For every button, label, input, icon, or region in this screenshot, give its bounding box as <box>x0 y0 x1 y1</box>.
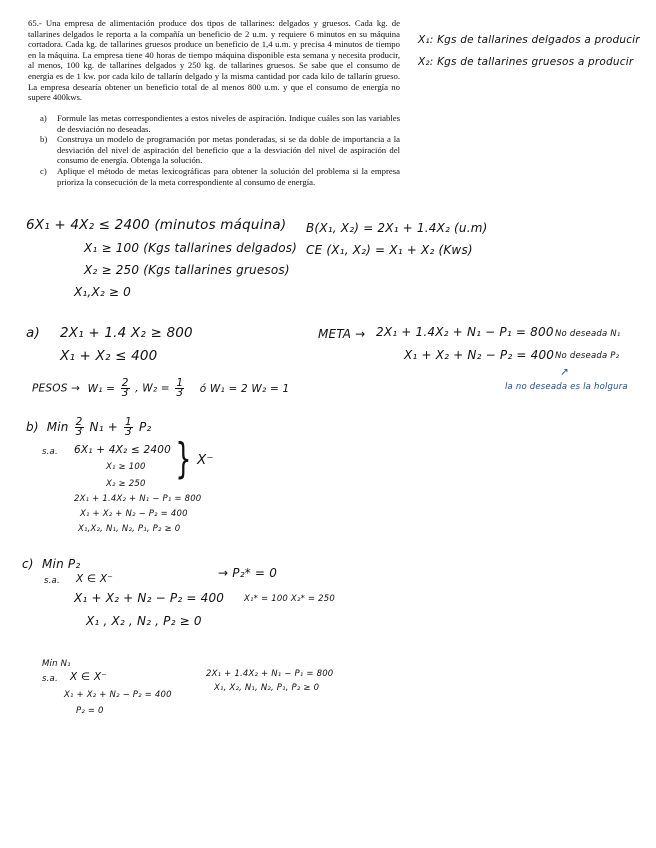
model-constraint-thin: X₁ ≥ 100 (Kgs tallarines delgados) <box>84 241 298 255</box>
f1-fraction <box>75 418 84 437</box>
part-c-goal-energy: X₁ + X₂ + N₂ − P₂ = 400 <box>74 591 225 605</box>
part-c2-p2: P₂ = 0 <box>76 706 104 716</box>
part-c-solution: X₁* = 100 X₂* = 250 <box>244 594 335 604</box>
task-text: Construya un modelo de programación por metas ponderadas, si se da doble de importancia a la desviación del nivel de aspiración del beneficio que a la desviación del nivel de aspiración del consumo de energía. Obtenga la solución. <box>57 134 400 166</box>
pesos-label <box>32 379 289 398</box>
task-label: b) <box>40 134 48 145</box>
part-a-goal-benefit: 2X₁ + 1.4 X₂ ≥ 800 <box>60 325 193 341</box>
part-c-sa: s.a. <box>44 576 60 586</box>
energy-function: CE (X₁, X₂) = X₁ + X₂ (Kws) <box>306 243 473 257</box>
part-b-constraint-time: 6X₁ + 4X₂ ≤ 2400 <box>74 444 172 456</box>
w1-denominator: 3 <box>121 387 129 399</box>
note-var-x1: X₁: Kgs de tallarines delgados a producir <box>418 34 640 46</box>
w1-fraction <box>121 379 130 398</box>
f2-denominator: 3 <box>125 426 132 438</box>
w1-prefix: W₁ = <box>87 382 116 395</box>
task-text: Aplique el método de metas lexicográficas para obtener la solución del problema si la empresa prioriza la consecución de la meta correspondiente al consumo de energía. <box>57 165 400 187</box>
task-text: Formule las metas correspondientes a estos niveles de aspiración. Indique cuáles son las variables de desviación no deseadas. <box>57 113 400 134</box>
model-constraint-time: 6X₁ + 4X₂ ≤ 2400 (minutos máquina) <box>26 217 287 233</box>
w2-denominator: 3 <box>176 387 184 399</box>
task-item <box>40 113 400 134</box>
task-label: a) <box>40 113 47 123</box>
model-nonnegativity: X₁,X₂ ≥ 0 <box>74 285 131 299</box>
brace-icon: } <box>175 434 192 483</box>
w2-prefix: , W₂ = <box>135 382 170 395</box>
part-b-constraint-thin: X₁ ≥ 100 <box>106 462 146 472</box>
part-c2-goal-energy: X₁ + X₂ + N₂ − P₂ = 400 <box>64 690 172 700</box>
part-a-label: a) <box>26 325 40 341</box>
problem-statement <box>28 18 400 103</box>
task-item <box>40 166 400 187</box>
meta-goal-energy: X₁ + X₂ + N₂ − P₂ = 400 <box>404 348 555 362</box>
part-c-nonnegativity: X₁ , X₂ , N₂ , P₂ ≥ 0 <box>86 614 202 628</box>
task-label: c) <box>40 165 47 176</box>
f1-denominator: 3 <box>75 426 83 438</box>
task-item <box>40 134 400 166</box>
task-list <box>40 113 400 187</box>
part-c2-nonnegativity: X₁, X₂, N₁, N₂, P₁, P₂ ≥ 0 <box>214 683 320 693</box>
part-c2-min: Min N₁ <box>42 659 71 669</box>
part-b-goal-energy: X₁ + X₂ + N₂ − P₂ = 400 <box>80 509 188 519</box>
benefit-function: B(X₁, X₂) = 2X₁ + 1.4X₂ (u.m) <box>306 221 488 235</box>
part-b-feasible-set: X⁻ <box>197 452 214 468</box>
part-c2-goal-benefit: 2X₁ + 1.4X₂ + N₁ − P₁ = 800 <box>206 669 334 679</box>
note-var-x2: X₂: Kgs de tallarines gruesos a producir <box>418 56 634 68</box>
part-c-set: X ∈ X⁻ <box>76 573 113 585</box>
part-c-label: c) <box>22 557 34 571</box>
meta-goal-benefit: 2X₁ + 1.4X₂ + N₁ − P₁ = 800 <box>376 325 554 339</box>
f2-variable: P₂ <box>138 420 152 434</box>
part-b-nonnegativity: X₁,X₂, N₁, N₂, P₁, P₂ ≥ 0 <box>78 524 181 534</box>
part-c-min: Min P₂ <box>42 557 81 571</box>
f2-fraction <box>124 418 133 437</box>
min-word: Min <box>46 420 69 434</box>
w1-numerator: 2 <box>121 377 129 389</box>
undesired-n1: No deseada N₁ <box>555 329 621 339</box>
slack-note: la no deseada es la holgura <box>505 382 628 392</box>
undesired-p2: No deseada P₂ <box>555 351 620 361</box>
part-b-sa: s.a. <box>42 447 58 457</box>
part-c2-sa: s.a. <box>42 674 58 684</box>
f2-numerator: 1 <box>125 416 132 428</box>
part-b-goal-benefit: 2X₁ + 1.4X₂ + N₁ − P₁ = 800 <box>74 494 202 504</box>
part-b-label: b) <box>26 420 39 434</box>
arrow-icon: ↗ <box>560 366 569 378</box>
meta-prefix: META → <box>318 327 366 341</box>
model-constraint-thick: X₂ ≥ 250 (Kgs tallarines gruesos) <box>84 263 290 277</box>
part-b-objective <box>26 418 151 437</box>
part-c-result: → P₂* = 0 <box>218 566 278 580</box>
w2-numerator: 1 <box>176 377 184 389</box>
f1-variable: N₁ + <box>89 420 119 434</box>
pesos-text: PESOS → <box>32 382 81 395</box>
f1-numerator: 2 <box>75 416 83 428</box>
problem-text: 65.- Una empresa de alimentación produce dos tipos de tallarines: delgados y gruesos. Cada kg. de tallarines delgados le reporta a la compañía un beneficio de 2 u.m. y requiere 6 minutos en su máquina cortadora. Cada kg. de tallarines gruesos produce un beneficio de 1,4 u.m. y precisa 4 minutos de tiempo en la máquina. La empresa tiene 40 horas de tiempo máquina disponible esta semana y necesita producir, al menos, 100 kg. de tallarines delgados y 250 kg. de tallarines gruesos. Se sabe que el consumo de energía es de 1 kw. por cada kilo de tallarín delgado y la misma cantidad por cada kilo de tallarín grueso. La empresa desearía obtener un beneficio total de al menos 800 u.m. y que el consumo de energía no supere 400kws. <box>28 18 400 103</box>
part-b-constraint-thick: X₂ ≥ 250 <box>106 479 146 489</box>
weights-alternative: ó W₁ = 2 W₂ = 1 <box>199 382 290 395</box>
part-a-goal-energy: X₁ + X₂ ≤ 400 <box>60 348 158 364</box>
part-c2-set: X ∈ X⁻ <box>70 671 107 683</box>
w2-fraction <box>175 379 184 398</box>
